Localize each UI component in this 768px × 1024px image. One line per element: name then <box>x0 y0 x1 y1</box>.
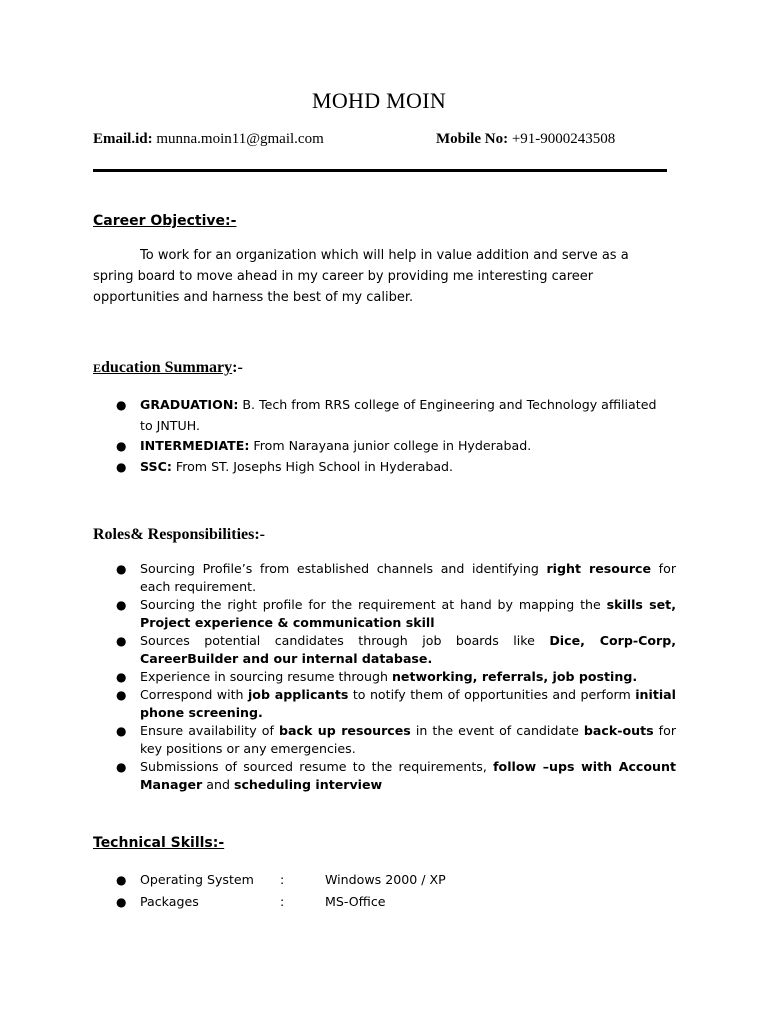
skill-key: Packages <box>140 894 199 909</box>
education-item <box>0 395 670 436</box>
role-item-run: for key positions or any emergencies. <box>140 723 676 756</box>
role-item-run: Experience in sourcing resume through <box>140 669 392 684</box>
skill-item-text <box>140 891 600 913</box>
role-item-text <box>140 560 676 596</box>
bullet-icon: ● <box>116 873 127 887</box>
technical-skills-heading: Technical Skills:- <box>93 835 225 851</box>
skill-separator: : <box>280 894 285 909</box>
role-item-bold-run: job applicants <box>247 687 349 702</box>
technical-skills-list <box>0 869 600 913</box>
education-item-text <box>140 395 670 436</box>
skill-item <box>0 891 600 913</box>
career-objective-body: To work for an organization which will help in value addition and serve as a spring board to move ahead in my career by providing me interesting career opportunities and harness the best of my caliber. <box>93 248 629 305</box>
skill-separator: : <box>280 872 285 887</box>
bullet-icon: ● <box>116 724 127 738</box>
bullet-icon: ● <box>116 562 127 576</box>
role-item-run: Correspond with <box>140 687 248 702</box>
header-divider <box>93 169 667 172</box>
role-item <box>0 722 676 758</box>
mobile-value: +91-9000243508 <box>511 131 616 147</box>
bullet-icon: ● <box>116 398 127 412</box>
role-item-run: Submissions of sourced resume to the requirements, <box>140 759 494 774</box>
role-item-bold-run: follow –ups with Account Manager <box>140 759 677 792</box>
role-item-run: and <box>202 777 234 792</box>
roles-heading: Roles& Responsibilities:- <box>93 526 265 543</box>
role-item-text <box>140 632 676 668</box>
education-item-detail: From Narayana junior college in Hyderabad. <box>249 438 532 453</box>
bullet-icon: ● <box>116 459 127 474</box>
skill-key: Operating System <box>140 872 254 887</box>
role-item-bold-run: scheduling interview <box>233 777 383 792</box>
skill-value: MS-Office <box>325 894 386 909</box>
role-item-text <box>140 758 676 794</box>
roles-list <box>0 560 676 794</box>
role-item-bold-run: Dice, Corp-Corp, CareerBuilder and our internal database. <box>140 633 676 666</box>
bullet-icon: ● <box>116 688 127 702</box>
bullet-icon: ● <box>116 895 127 909</box>
role-item <box>0 632 676 668</box>
education-item-text <box>140 436 670 457</box>
education-item-label: INTERMEDIATE: <box>140 438 250 453</box>
skill-value: Windows 2000 / XP <box>325 872 446 887</box>
role-item <box>0 668 676 686</box>
role-item <box>0 758 676 794</box>
bullet-icon: ● <box>116 760 127 774</box>
role-item-run: to notify them of opportunities and perform <box>348 687 636 702</box>
education-list <box>0 395 670 477</box>
career-objective-heading: Career Objective:- <box>93 213 237 229</box>
bullet-icon: ● <box>116 598 127 612</box>
career-objective-text <box>93 245 659 308</box>
role-item <box>0 686 676 722</box>
bullet-icon: ● <box>116 634 127 648</box>
role-item-bold-run: back-outs <box>583 723 654 738</box>
role-item-bold-run: skills set, Project experience & communication skill <box>140 597 676 630</box>
education-item-label: GRADUATION: <box>140 397 239 412</box>
role-item-run: Sourcing Profile’s from established channels and identifying <box>140 561 547 576</box>
education-item <box>0 436 670 457</box>
mobile-row <box>436 131 615 148</box>
bullet-icon: ● <box>116 670 127 684</box>
email-value: munna.moin11@gmail.com <box>156 131 324 147</box>
education-item-label: SSC: <box>140 458 172 474</box>
role-item-bold-run: right resource <box>546 561 652 576</box>
education-heading-suffix: :- <box>232 359 243 376</box>
role-item-bold-run: back up resources <box>278 723 411 738</box>
education-item-detail: From ST. Josephs High School in Hyderabad. <box>171 458 454 474</box>
role-item-run: Sourcing the right profile for the requirement at hand by mapping the <box>140 597 607 612</box>
education-item <box>0 457 670 478</box>
role-item <box>0 560 676 596</box>
role-item-text <box>140 668 676 686</box>
education-item-text <box>140 457 670 478</box>
email-row <box>93 131 324 148</box>
resume-name: MOHD MOIN <box>311 88 447 113</box>
mobile-label: Mobile No: <box>436 131 509 147</box>
skill-item <box>0 869 600 891</box>
role-item-run: in the event of candidate <box>410 723 584 738</box>
education-item-detail: B. Tech from RRS college of Engineering and Technology affiliated to JNTUH. <box>140 397 657 433</box>
education-heading-initial: E <box>93 361 102 375</box>
role-item-run: for each requirement. <box>140 561 676 594</box>
education-heading-rest: ducation Summary <box>101 359 233 376</box>
skill-item-text <box>140 869 600 891</box>
role-item-text <box>140 686 676 722</box>
role-item-run: Ensure availability of <box>140 723 279 738</box>
role-item <box>0 596 676 632</box>
role-item-bold-run: networking, referrals, job posting. <box>391 669 638 684</box>
role-item-text <box>140 722 676 758</box>
role-item-run: Sources potential candidates through job boards like <box>140 633 550 648</box>
role-item-bold-run: initial phone screening. <box>140 687 676 720</box>
role-item-text <box>140 596 676 632</box>
education-heading <box>93 359 243 377</box>
email-label: Email.id: <box>93 131 153 147</box>
bullet-icon: ● <box>116 439 127 453</box>
